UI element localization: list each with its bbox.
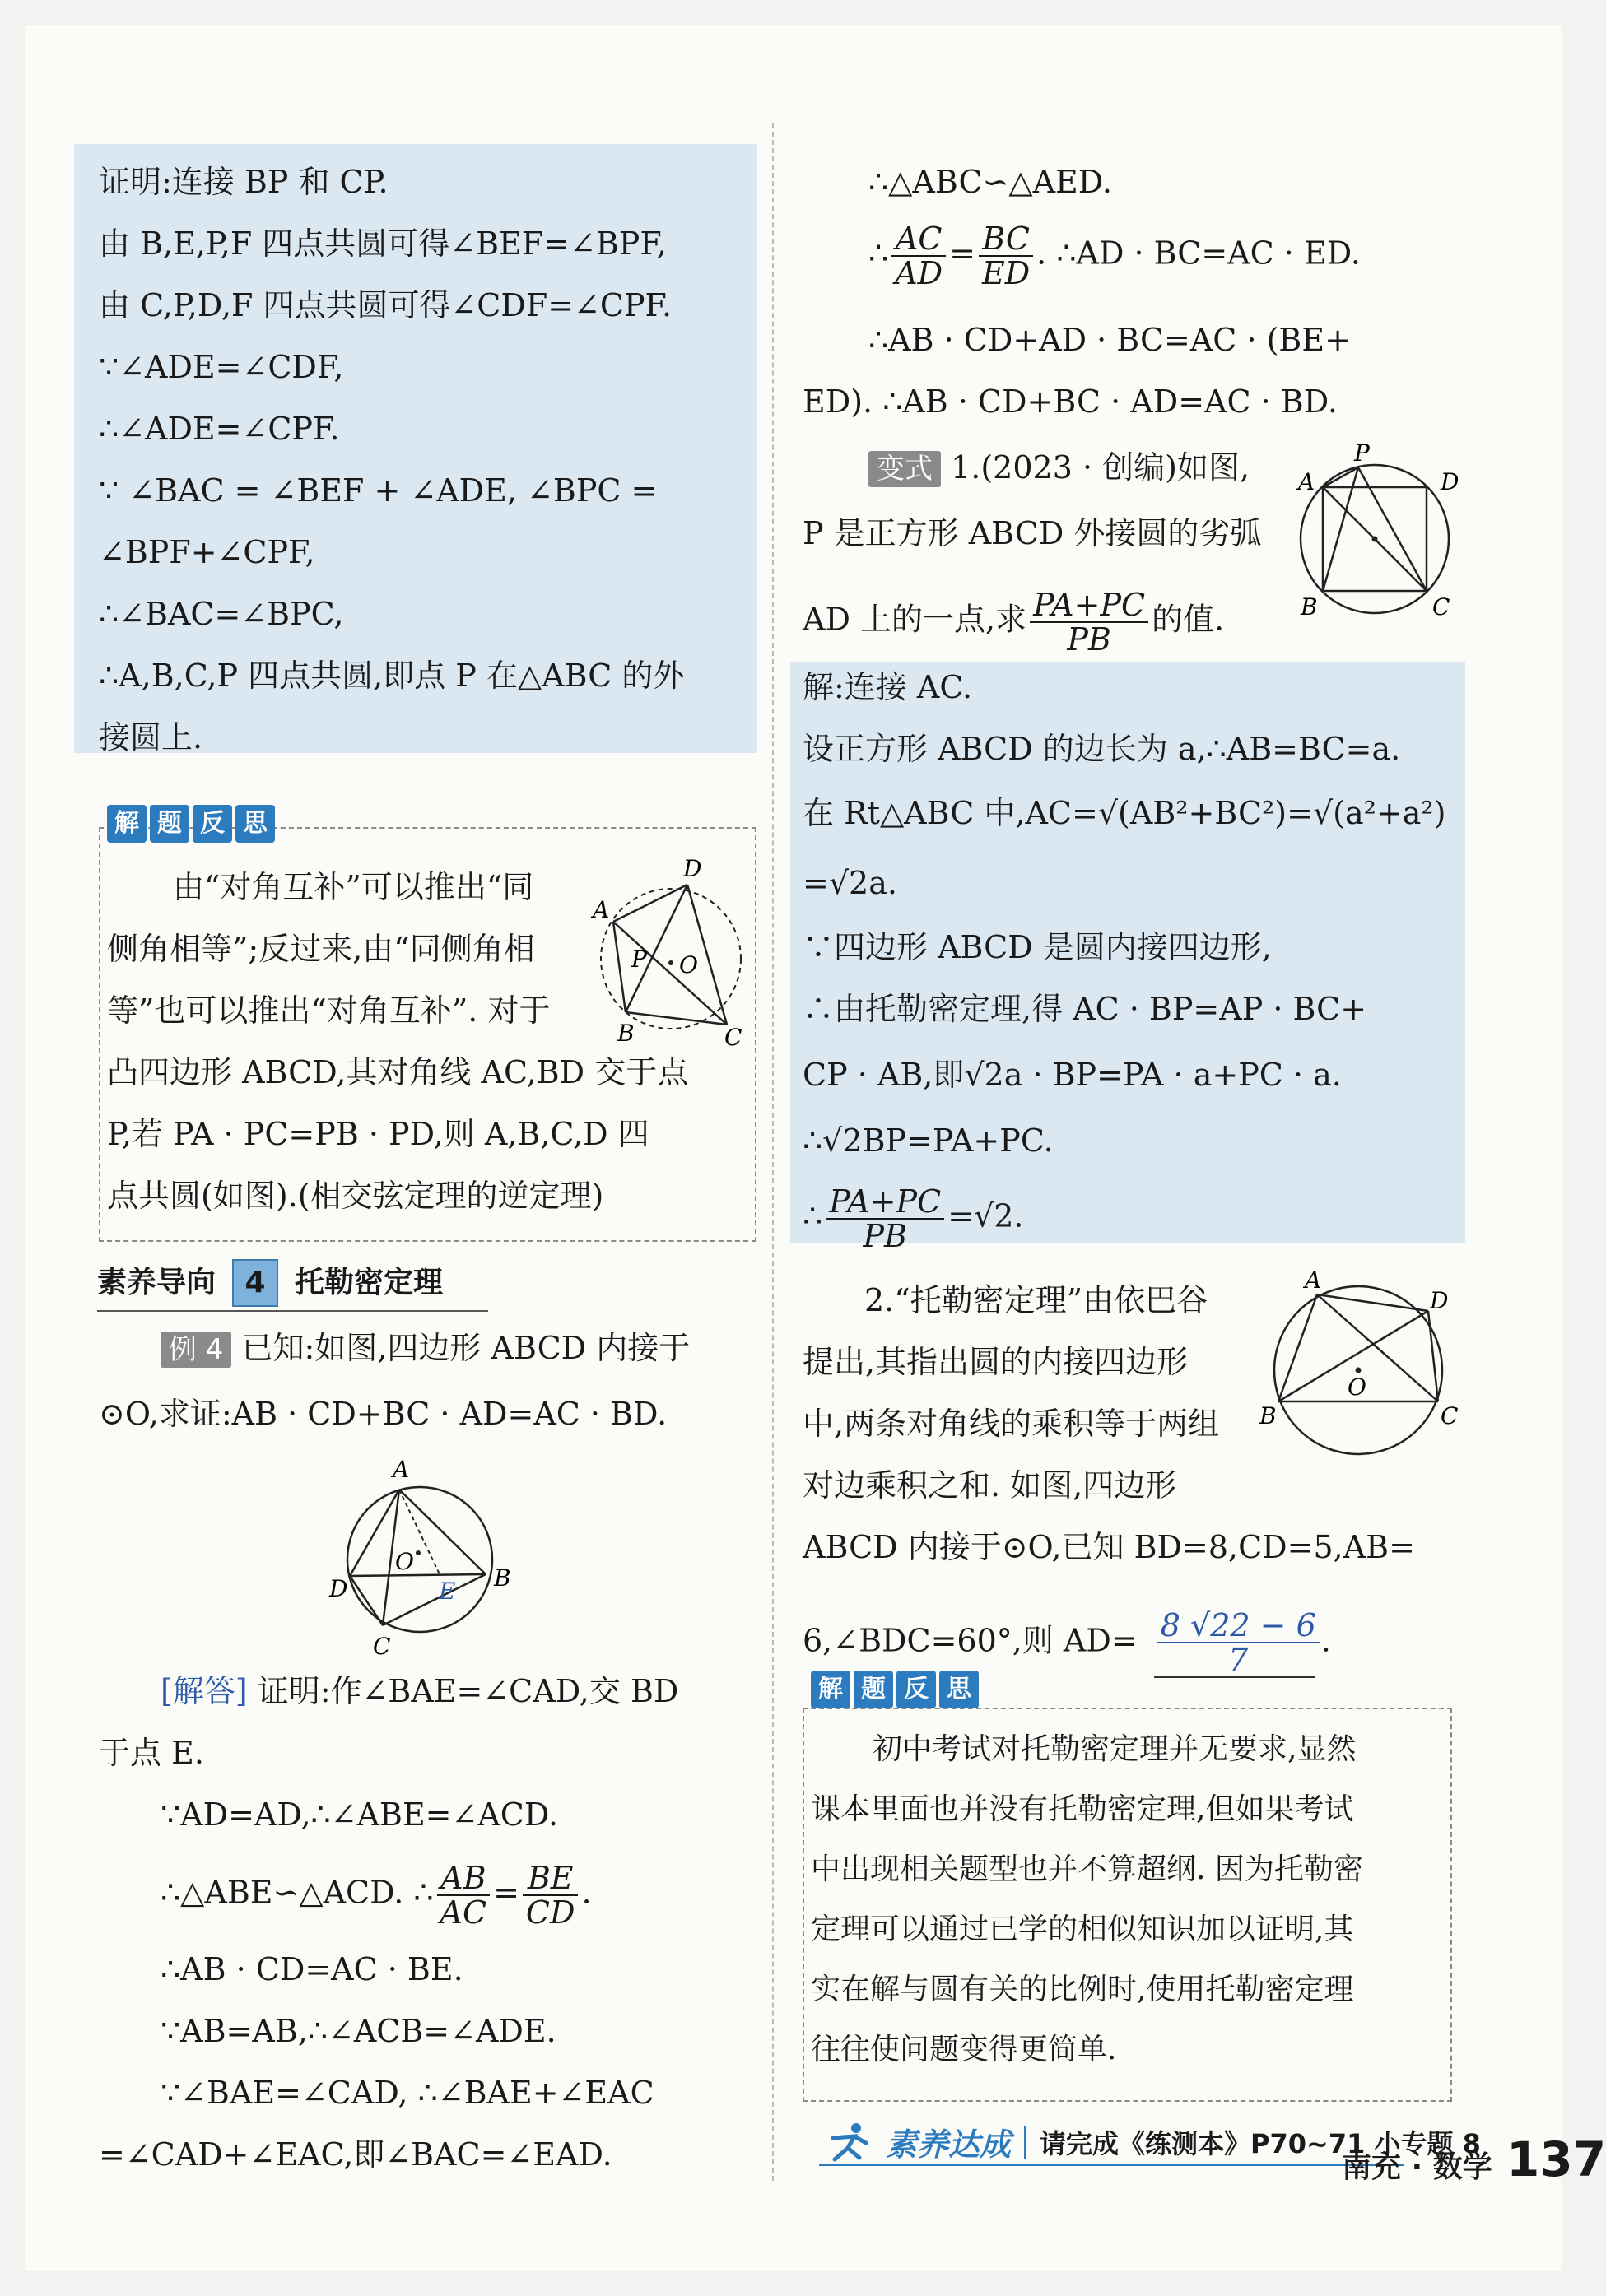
reflection-left-line-3: 等”也可以推出“对角互补”. 对于 (107, 992, 551, 1029)
footer-rule (819, 2164, 1404, 2166)
reflection-right-line-1: 初中考试对托勒密定理并无要求,显然 (873, 1732, 1357, 1766)
reflection-right-line-6: 往往使问题变得更简单. (811, 2033, 1117, 2066)
tag-char: 题 (854, 1671, 893, 1708)
frac-den: PB (863, 1218, 907, 1254)
section-label: 素养导向 (97, 1266, 216, 1299)
reflection-left-line-6: 点共圆(如图).(相交弦定理的逆定理) (107, 1178, 604, 1214)
frac-den: AD (895, 255, 943, 291)
page-number: 137 (1506, 2131, 1606, 2187)
tag-char: 解 (107, 805, 147, 843)
brand-logo: 素养达成 (886, 2126, 1012, 2163)
label-d: D (683, 855, 702, 882)
book-title: 南充 · 数学 (1342, 2150, 1492, 2184)
right-line-2-tail: . ∴AD · BC=AC · ED. (1036, 235, 1361, 272)
variant-2-line-6 (803, 1609, 1331, 1678)
proof-line-4: ∵∠ADE=∠CDF, (99, 349, 344, 385)
label-e: E (439, 1578, 456, 1605)
right-line-4: ED). ∴AB · CD+BC · AD=AC · BD. (803, 383, 1338, 420)
right-line-2: ∴ $\frac{AC}{AD}$ = $\frac{BC}{ED}$ . ∴AD · BC=AC · ED. (868, 221, 1361, 291)
frac-result (826, 1185, 944, 1253)
solution-line-2: 于点 E. (99, 1735, 204, 1771)
variant-2-line-3: 中,两条对角线的乘积等于两组 (803, 1406, 1220, 1442)
label-c: C (373, 1633, 391, 1660)
tag-char: 思 (235, 805, 275, 843)
frac-num: PA+PC (1030, 588, 1148, 623)
frac-num: PA+PC (826, 1185, 944, 1220)
frac-num: AC (891, 222, 946, 257)
cyclic-quad-figure (589, 855, 753, 1051)
section-title: 托勒密定理 (295, 1266, 444, 1299)
reflection-right-line-3: 中出现相关题型也并不算超纲. 因为托勒密 (811, 1852, 1363, 1886)
frac-ac-ad (891, 222, 946, 290)
label-p: P (631, 946, 647, 973)
solution-line-1 (161, 1672, 678, 1710)
variant-2-line-5: ABCD 内接于⊙O,已知 BD=8,CD=5,AB= (803, 1529, 1415, 1565)
variant-1-line-3 (803, 588, 1224, 656)
v1-sol-line-5: ∵四边形 ABCD 是圆内接四边形, (803, 929, 1272, 965)
v1-sol-line-6: ∴由托勒密定理,得 AC · BP=AP · BC+ (803, 991, 1367, 1027)
v1-sol-line-4: =√2a. (803, 865, 897, 901)
practice-task: 请完成《练测本》P70~71 小专题 8 (1040, 2127, 1481, 2159)
label-a: A (1305, 1267, 1322, 1294)
ptolemy-figure (317, 1452, 531, 1666)
proof-line-6: ∵ ∠BAC = ∠BEF + ∠ADE, ∠BPC = (99, 472, 658, 509)
label-b: B (617, 1020, 635, 1047)
variant-2-ask: 6,∠BDC=60°,则 AD= (803, 1622, 1138, 1659)
variant-2-line-2: 提出,其指出圆的内接四边形 (803, 1344, 1189, 1380)
tag-char: 反 (193, 805, 232, 843)
solution-line-3: ∵AD=AD,∴∠ABE=∠ACD. (161, 1796, 559, 1833)
tag-char: 反 (896, 1671, 936, 1708)
runner-icon (823, 2122, 873, 2163)
section-number: 4 (232, 1259, 278, 1307)
answer-den: 7 (1228, 1642, 1249, 1678)
answer-frac (1157, 1609, 1320, 1676)
frac-bc-ed (979, 222, 1033, 290)
answer-blank (1154, 1609, 1315, 1678)
reflection-left-line-5: P,若 PA · PC=PB · PD,则 A,B,C,D 四 (107, 1116, 649, 1152)
section-heading (97, 1259, 443, 1307)
proof-line-7: ∠BPF+∠CPF, (99, 534, 315, 570)
proof-line-2: 由 B,E,P,F 四点共圆可得∠BEF=∠BPF, (99, 225, 667, 262)
similar-text: ∴△ABE∽△ACD. ∴ (161, 1874, 434, 1911)
label-d: D (1430, 1287, 1449, 1314)
frac-num: AB (437, 1861, 491, 1896)
square-circle-figure (1288, 440, 1469, 630)
therefore: ∴ (803, 1197, 823, 1234)
example-chip: 例 4 (161, 1332, 231, 1368)
variant-2-line-4: 对边乘积之和. 如图,四边形 (803, 1467, 1177, 1504)
solution-tag: [解答] (161, 1673, 248, 1709)
v1-sol-line-3: 在 Rt△ABC 中,AC=√(AB²+BC²)=√(a²+a²) (803, 795, 1446, 831)
label-b: B (494, 1564, 511, 1592)
reflection-right-line-4: 定理可以通过已学的相似知识加以证明,其 (811, 1913, 1354, 1946)
variant-2-line-1: 2.“托勒密定理”由依巴谷 (864, 1282, 1208, 1318)
label-c: C (1432, 593, 1450, 620)
frac-den: CD (525, 1894, 575, 1931)
column-divider (772, 123, 774, 2181)
frac-den: AC (440, 1894, 487, 1931)
label-o: O (1348, 1373, 1366, 1401)
inscribed-quad-figure (1255, 1267, 1469, 1469)
solution-text: 证明:作∠BAE=∠CAD,交 BD (257, 1673, 679, 1709)
proof-line-10: 接圆上. (99, 719, 203, 755)
label-d: D (329, 1575, 348, 1602)
tag-char: 解 (811, 1671, 850, 1708)
proof-line-9: ∴A,B,C,P 四点共圆,即点 P 在△ABC 的外 (99, 658, 685, 694)
solution-line-7: ∵∠BAE=∠CAD, ∴∠BAE+∠EAC (161, 2075, 654, 2111)
v1-sol-line-1: 解:连接 AC. (803, 669, 973, 705)
reflection-left-line-4: 凸四边形 ABCD,其对角线 AC,BD 交于点 (107, 1054, 689, 1090)
frac-den: ED (981, 255, 1031, 291)
tag-char: 思 (939, 1671, 979, 1708)
v1-sol-line-8: ∴√2BP=PA+PC. (803, 1122, 1054, 1159)
v1-sol-line-7: CP · AB,即√2a · BP=PA · a+PC · a. (803, 1057, 1342, 1093)
reflection-left-line-2: 侧角相等”;反过来,由“同侧角相 (107, 931, 535, 967)
proof-line-1: 证明:连接 BP 和 CP. (99, 164, 389, 200)
solution-line-8: =∠CAD+∠EAC,即∠BAC=∠EAD. (99, 2136, 612, 2173)
v1-sol-line-9 (803, 1185, 1024, 1253)
variant-1-line-2: P 是正方形 ABCD 外接圆的劣弧 (803, 515, 1262, 551)
reflection-right-line-5: 实在解与圆有关的比例时,使用托勒密定理 (811, 1973, 1354, 2006)
label-o: O (395, 1548, 414, 1575)
proof-line-3: 由 C,P,D,F 四点共圆可得∠CDF=∠CPF. (99, 287, 673, 323)
reflection-tag-right (811, 1671, 979, 1708)
variant-1-ask: AD 上的一点,求 (803, 601, 1027, 638)
section-underline (97, 1310, 488, 1312)
proof-line-5: ∴∠ADE=∠CPF. (99, 411, 340, 447)
reflection-right-line-2: 课本里面也并没有托勒密定理,但如果考试 (811, 1792, 1354, 1826)
frac-be-cd (523, 1861, 579, 1929)
solution-line-6: ∵AB=AB,∴∠ACB=∠ADE. (161, 2013, 556, 2049)
frac-den: PB (1067, 621, 1111, 658)
frac-num: BC (979, 222, 1033, 257)
reflection-tag-left (107, 805, 275, 843)
frac-ab-ac (437, 1861, 491, 1929)
label-a: A (393, 1456, 410, 1483)
example-line-1: 已知:如图,四边形 ABCD 内接于 (241, 1330, 691, 1366)
period: . (1320, 1622, 1331, 1659)
label-o: O (679, 951, 698, 978)
frac-num: BE (523, 1861, 579, 1896)
label-d: D (1441, 468, 1459, 495)
label-a: A (593, 896, 610, 923)
brand-divider (1024, 2126, 1026, 2159)
result-value: =√2. (947, 1197, 1024, 1234)
variant-1-line-1 (868, 449, 1250, 487)
example-4 (161, 1329, 690, 1368)
label-c: C (1441, 1402, 1459, 1429)
v1-sol-line-2: 设正方形 ABCD 的边长为 a,∴AB=BC=a. (803, 731, 1401, 767)
reflection-left-line-1: 由“对角互补”可以推出“同 (173, 869, 534, 905)
variant-1-tail: 的值. (1152, 601, 1225, 638)
solution-line-5: ∴AB · CD=AC · BE. (161, 1951, 463, 1987)
label-b: B (1301, 593, 1318, 620)
proof-line-8: ∴∠BAC=∠BPC, (99, 596, 344, 632)
tag-char: 题 (150, 805, 189, 843)
frac-pa-pc-pb (1030, 588, 1148, 656)
right-line-3: ∴AB · CD+AD · BC=AC · (BE+ (868, 322, 1351, 358)
label-a: A (1298, 468, 1315, 495)
label-p: P (1354, 439, 1370, 467)
example-line-2: ⊙O,求证:AB · CD+BC · AD=AC · BD. (99, 1396, 668, 1432)
solution-line-4: ∴△ABE∽△ACD. ∴ $\frac{AB}{AC}$ = $\frac{BE}{CD}$ . (161, 1860, 592, 1931)
variant-chip: 变式 (868, 451, 941, 487)
right-line-1: ∴△ABC∽△AED. (868, 164, 1112, 200)
label-c: C (724, 1024, 742, 1051)
answer-num: 8 √22 − 6 (1157, 1609, 1320, 1643)
label-b: B (1259, 1402, 1277, 1429)
variant-1-text: 1.(2023 · 创编)如图, (951, 449, 1250, 486)
therefore: ∴ (868, 235, 889, 272)
